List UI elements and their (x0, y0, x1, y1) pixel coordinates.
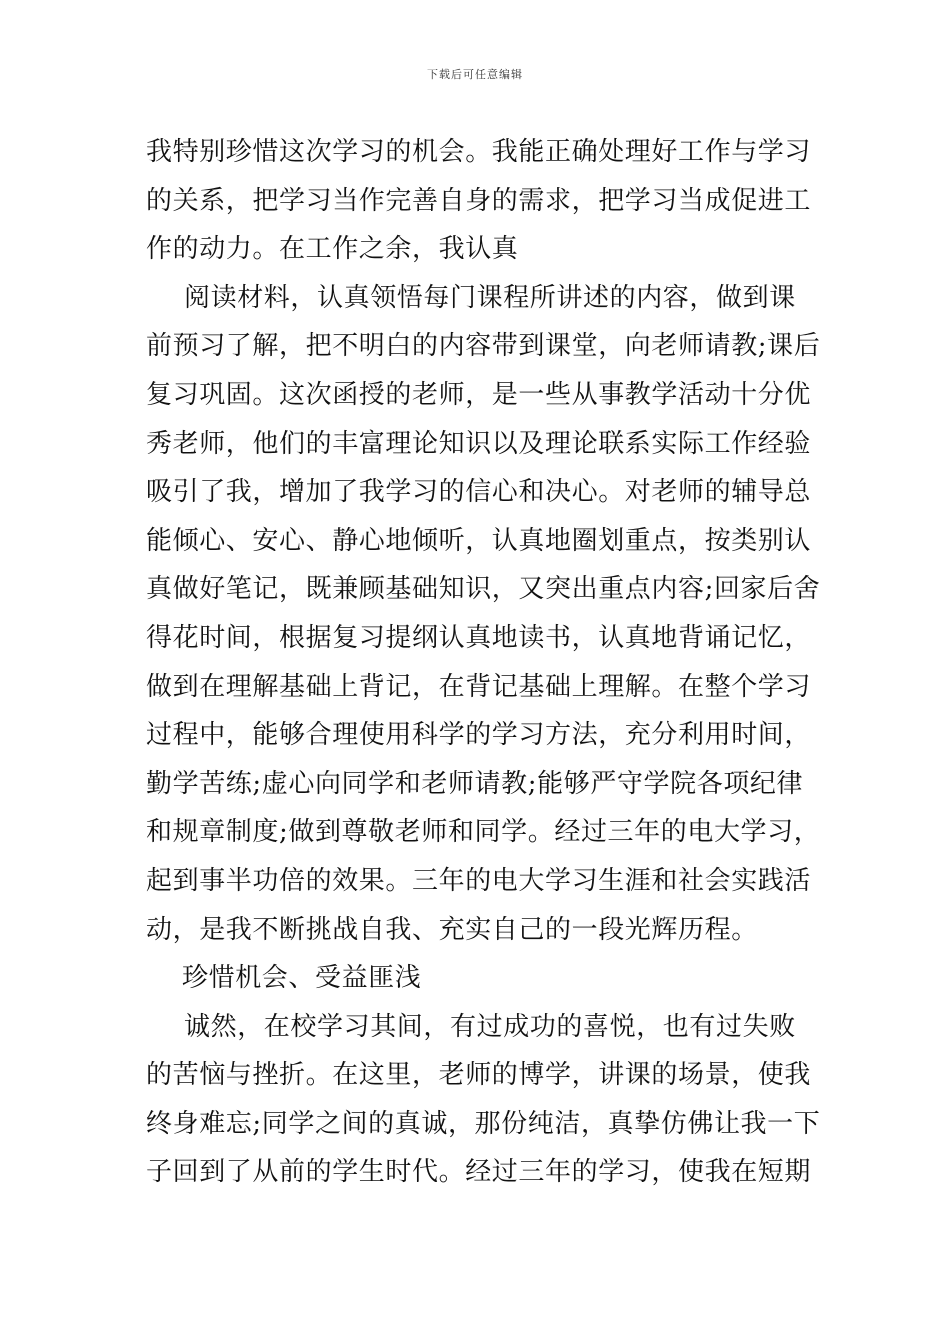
header-note: 下载后可任意编辑 (427, 68, 523, 81)
text-line: 吸引了我，增加了我学习的信心和决心。对老师的辅导总 (146, 477, 812, 508)
text-line: 我特别珍惜这次学习的机会。我能正确处理好工作与学习 (146, 137, 812, 167)
text-line: 动，是我不断挑战自我、充实自己的一段光辉历程。 (146, 914, 758, 945)
text-line: 做到在理解基础上背记，在背记基础上理解。在整个学习 (146, 671, 812, 702)
text-line: 的苦恼与挫折。在这里，老师的博学，讲课的场景，使我 (146, 1060, 812, 1091)
text-line: 作的动力。在工作之余，我认真 (146, 234, 519, 265)
text-line: 过程中，能够合理使用科学的学习方法，充分利用时间， (146, 720, 812, 751)
section-heading: 珍惜机会、受益匪浅 (182, 963, 422, 994)
text-line: 终身难忘;同学之间的真诚，那份纯洁，真挚仿佛让我一下 (146, 1108, 821, 1139)
text-line: 子回到了从前的学生时代。经过三年的学习，使我在短期 (146, 1157, 812, 1188)
text-line: 前预习了解，把不明白的内容带到课堂，向老师请教;课后 (146, 331, 821, 362)
text-line: 勤学苦练;虚心向同学和老师请教;能够严守学院各项纪律 (146, 768, 804, 799)
document-body (146, 128, 821, 1197)
text-line: 能倾心、安心、静心地倾听，认真地圈划重点，按类别认 (146, 525, 812, 556)
text-line: 得花时间，根据复习提纲认真地读书，认真地背诵记忆， (146, 622, 812, 653)
text-line: 复习巩固。这次函授的老师，是一些从事教学活动十分优 (146, 379, 812, 410)
text-line: 起到事半功倍的效果。三年的电大学习生涯和社会实践活 (146, 865, 812, 896)
text-line: 的关系，把学习当作完善自身的需求，把学习当成促进工 (146, 185, 812, 216)
text-line: 真做好笔记，既兼顾基础知识，又突出重点内容;回家后舍 (146, 574, 821, 605)
text-line: 诚然，在校学习其间，有过成功的喜悦，也有过失败 (184, 1011, 796, 1042)
text-line: 秀老师，他们的丰富理论知识以及理论联系实际工作经验 (146, 428, 812, 459)
text-line: 和规章制度;做到尊敬老师和同学。经过三年的电大学习， (146, 817, 821, 848)
text-line: 阅读材料，认真领悟每门课程所讲述的内容，做到课 (184, 282, 796, 313)
